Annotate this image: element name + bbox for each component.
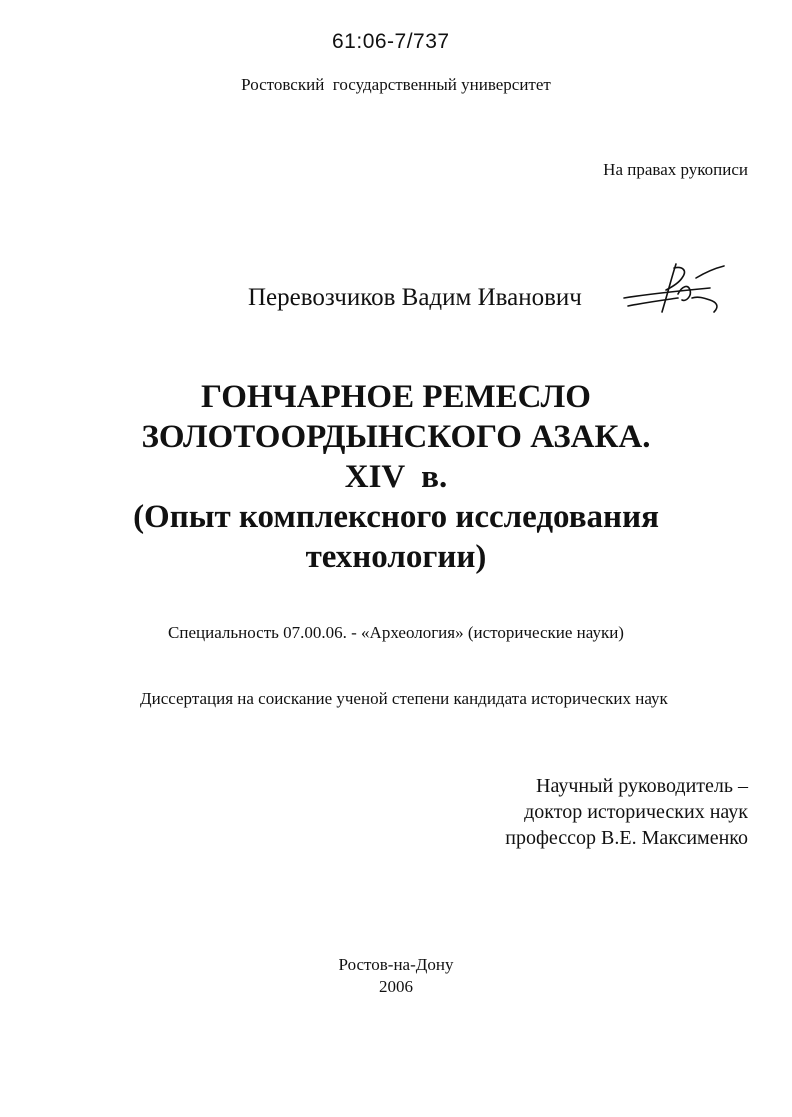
supervisor-line: профессор В.Е. Максименко: [505, 827, 748, 849]
specialty-line: Специальность 07.00.06. - «Археология» (исторические науки): [168, 623, 624, 642]
title-line: (Опыт комплексного исследования: [133, 499, 659, 535]
place-and-year: [296, 954, 496, 998]
degree-line: Диссертация на соискание ученой степени кандидата исторических наук: [140, 689, 668, 708]
dissertation-title: [0, 377, 792, 577]
title-line: ЗОЛОТООРДЫНСКОГО АЗАКА.: [141, 419, 651, 455]
title-line: технологии): [305, 539, 487, 575]
supervisor-line: доктор исторических наук: [524, 801, 748, 823]
catalog-code: 61:06-7/737: [332, 30, 450, 53]
title-line: XIV в.: [344, 459, 448, 495]
rights-note: На правах рукописи: [603, 160, 748, 179]
title-line: ГОНЧАРНОЕ РЕМЕСЛО: [201, 379, 591, 415]
supervisor-block: [505, 773, 748, 851]
year: 2006: [379, 977, 413, 996]
city: Ростов-на-Дону: [338, 955, 454, 974]
supervisor-line: Научный руководитель –: [536, 775, 748, 797]
university-name: Ростовский государственный университет: [241, 75, 551, 94]
author-signature: [618, 258, 728, 322]
author-name: Перевозчиков Вадим Иванович: [248, 284, 582, 311]
